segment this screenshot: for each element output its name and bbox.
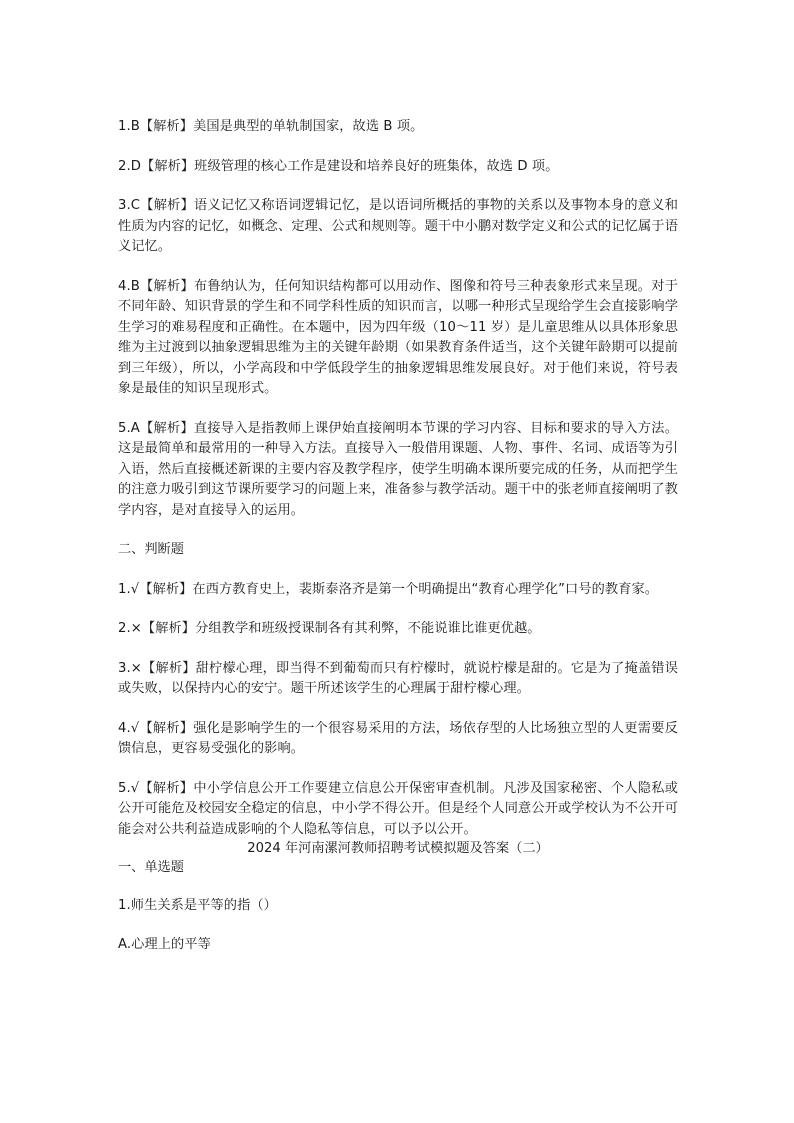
judge-answer-4: 4.√【解析】强化是影响学生的一个很容易采用的方法，场依存型的人比场独立型的人更需要反馈信息，更容易受强化的影响。 <box>118 720 678 756</box>
judge-answer-2: 2.×【解析】分组教学和班级授课制各有其利弊，不能说谁比谁更优越。 <box>118 621 541 636</box>
answer-4: 4.B【解析】布鲁纳认为，任何知识结构都可以用动作、图像和符号三种表象形式来呈现。对于不同年龄、知识背景的学生和不同学科性质的知识而言，以哪一种形式呈现给学生会直接影响学生学习的难易程度和正确性。在本题中，因为四年级（10～11 岁）是儿童思维从以具体形象思维为主过渡到以抽象逻辑思维为主的关键年龄期（如果教育条件适当，这个关键年龄期可以提前到三年级），所以，小学高段和中学低段学生的抽象逻辑思维发展良好。对于他们来说，符号表象是最佳的知识呈现形式。 <box>118 278 678 396</box>
judge-answer-1: 1.√【解析】在西方教育史上，裴斯泰洛齐是第一个明确提出“教育心理学化”口号的教育家。 <box>118 581 659 597</box>
section-heading-single: 一、单选题 <box>118 860 184 875</box>
document-content <box>118 117 678 975</box>
section-heading-judge: 二、判断题 <box>118 542 184 557</box>
answer-2: 2.D【解析】班级管理的核心工作是建设和培养良好的班集体，故选 D 项。 <box>118 158 559 174</box>
answer-5: 5.A【解析】直接导入是指教师上课伊始直接阐明本节课的学习内容、目标和要求的导入方法。这是最简单和最常用的一种导入方法。直接导入一般借用课题、人物、事件、名词、成语等为引入语，然后直接概述新课的主要内容及教学程序，使学生明确本课所要完成的任务，从而把学生的注意力吸引到这节课所要学习的问题上来，准备参与教学活动。题干中的张老师直接阐明了教学内容，是对直接导入的运用。 <box>118 420 678 518</box>
question-1: 1.师生关系是平等的指（） <box>118 897 277 913</box>
exam-title: 2024 年河南漯河教师招聘考试模拟题及答案（二） <box>247 841 549 856</box>
judge-answer-3: 3.×【解析】甜柠檬心理，即当得不到葡萄而只有柠檬时，就说柠檬是甜的。它是为了掩盖错误或失败，以保持内心的安宁。题干所述该学生的心理属于甜柠檬心理。 <box>118 660 678 696</box>
answer-1: 1.B【解析】美国是典型的单轨制国家，故选 B 项。 <box>118 119 424 134</box>
judge-answer-5: 5.√【解析】中小学信息公开工作要建立信息公开保密审查机制。凡涉及国家秘密、个人隐私或公开可能危及校园安全稳定的信息，中小学不得公开。但是经个人同意公开或学校认为不公开可能会对公共利益造成影响的个人隐私等信息，可以予以公开。 <box>118 780 678 837</box>
answer-3: 3.C【解析】语义记忆又称语词逻辑记忆，是以语词所概括的事物的关系以及事物本身的意义和性质为内容的记忆，如概念、定理、公式和规则等。题干中小鹏对数学定义和公式的记忆属于语义记忆。 <box>118 198 678 254</box>
option-a: A.心理上的平等 <box>118 937 211 952</box>
